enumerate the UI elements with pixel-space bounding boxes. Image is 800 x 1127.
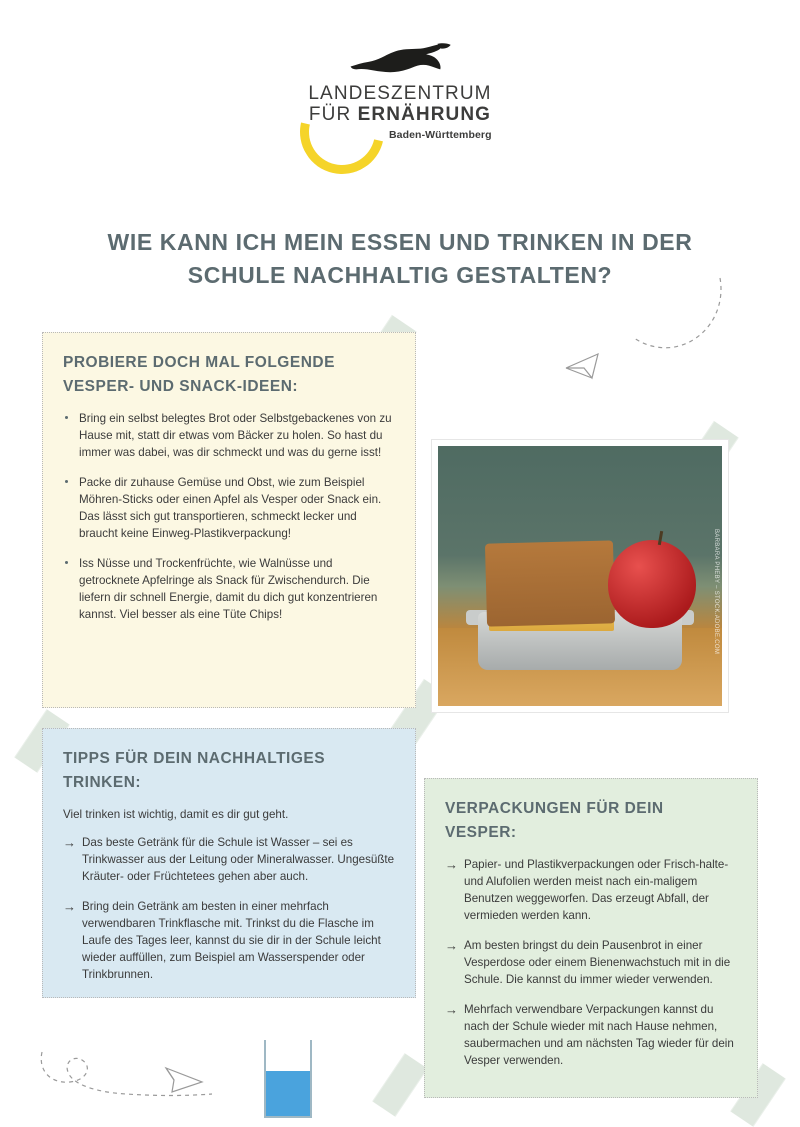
photo-apple [608,540,696,628]
drinking-tips-box [42,728,416,998]
vesper-photo-image [438,446,722,706]
vesper-ideas-box [42,332,416,708]
list-item: → Papier- und Plastikverpackungen oder Frisch-halte- und Alufolien werden meist nach ein-maligem Benutzen weggeworfen. Das erzeugt Abfall, der vermieden werden kann. [445,856,737,924]
logo [308,42,491,159]
logo-block [0,42,800,159]
drinking-tips-title: TIPPS FÜR DEIN NACHHALTIGES TRINKEN: [63,750,326,791]
dashed-arrow-icon [548,272,728,412]
packaging-list [445,856,737,1069]
photo-bread [485,541,615,628]
dashed-arrow-bottom-icon [36,1026,266,1116]
vesper-ideas-title: PROBIERE DOCH MAL FOLGENDE VESPER- UND SNACK-IDEEN: [63,354,335,395]
packaging-title: VERPACKUNGEN FÜR DEIN VESPER: [445,800,664,841]
packaging-box [424,778,758,1098]
list-item: Iss Nüsse und Trockenfrüchte, wie Walnüsse und getrocknete Apfelringe als Snack für Zwischendurch. Die liefern dir schnell Energie, damit du dich gut konzentrieren kannst. Viel besser als eine Tüte Chips! [63,555,395,623]
vesper-ideas-list [63,410,395,623]
drinking-tips-intro: Viel trinken ist wichtig, damit es dir gut geht. [63,808,289,822]
water-glass-icon [264,1040,312,1118]
list-item: Bring ein selbst belegtes Brot oder Selbstgebackenes von zu Hause mit, statt dir etwas vom Bäcker zu holen. So hast du immer was dabei, was dir schmeckt und was du gerne isst! [63,410,395,461]
list-item: → Das beste Getränk für die Schule ist Wasser – sei es Trinkwasser aus der Leitung oder Mineralwasser. Ungesüßte Kräuter- oder Früchtetees gehen aber auch. [63,834,395,885]
page-title: WIE KANN ICH MEIN ESSEN UND TRINKEN IN DER SCHULE NACHHALTIG GESTALTEN? [107,229,693,288]
logo-line-2-light: FÜR [308,104,358,126]
list-item: Packe dir zuhause Gemüse und Obst, wie zum Beispiel Möhren-Sticks oder einen Apfel als Vesper oder Snack ein. Das lässt sich gut transportieren, schmeckt lecker und braucht keine Einweg-Plastikverpackung! [63,474,395,542]
list-item: → Bring dein Getränk am besten in einer mehrfach verwendbaren Trinkflasche mit. Trinkst du die Flasche im Laufe des Tages leer, kannst du sie dir in der Schule leicht wieder auffüllen, zum Beispiel am Wasserspender oder Trinkbrunnen. [63,898,395,983]
lion-icon [343,42,456,76]
drinking-tips-list [63,834,395,983]
list-item: → Am besten bringst du dein Pausenbrot in einer Vesperdose oder einem Bienenwachstuch mit in die Schule. Die kannst du immer wieder verwenden. [445,937,737,988]
list-item: → Mehrfach verwendbare Verpackungen kannst du nach der Schule wieder mit nach Hause nehmen, saubermachen und am nächsten Tag wieder für dein Vesper verwenden. [445,1001,737,1069]
logo-subtitle: Baden-Württemberg [388,128,492,141]
vesper-photo [432,440,728,712]
glass-water [266,1071,310,1116]
logo-line-1: LANDESZENTRUM [308,83,492,104]
logo-line-2-bold: ERNÄHRUNG [357,104,492,126]
tape-strip [372,1053,428,1117]
photo-credit: BARBARA PHEBY – STOCK.ADOBE.COM [713,529,719,655]
